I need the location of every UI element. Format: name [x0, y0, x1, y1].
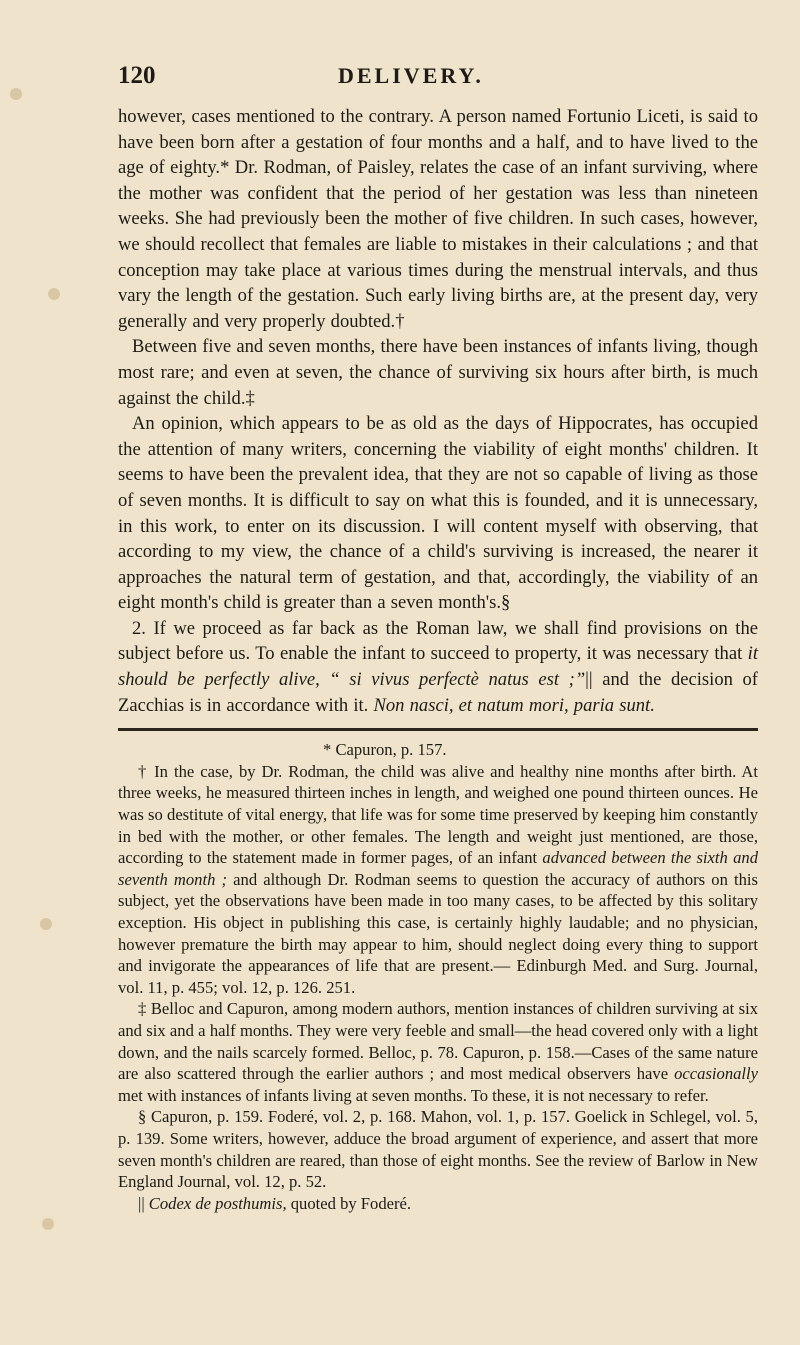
footnote-text: ‡ Belloc and Capuron, among modern authors, mention instances of children surviving at six and six and a half months. They were very feeble and small—the head covered only with a light down, and the nails scarcely formed. Belloc, p. 78. Capuron, p. 158.—Cases of the same nature are also scattered through the earlier authors ; and most medical observers have	[118, 999, 758, 1084]
footnote-text: † In the case, by Dr. Rodman, the child was alive and healthy nine months after birth. At three weeks, he measured thirteen inches in length, and weighed one pound thirteen ounces. He was so destitute of vital energy, that life was for some time preserved by keeping him constantly in bed with the mother, or other females. The length and weight just mentioned, are those, according to the statement made in former pages, of an infant	[118, 761, 758, 868]
paragraph-text: however, cases mentioned to the contrary. A person named Fortunio Liceti, is said to have been born after a gestation of four months and a half, and to have lived to the age of eighty.* Dr. Rodman, of Paisley, relates the case of an infant surviving, where the mother was confident that the period of her gestation was less than nineteen weeks. She had previously been the mother of five children. In such cases, however, we should recollect that females are liable to mistakes in their calculations ; and that conception may take place at various times during the menstrual intervals, and thus vary the length of the gestation. Such early living births are, at the present day, very generally and very properly doubted.†	[118, 106, 758, 332]
margin-stain	[10, 88, 22, 100]
paragraph-text: || and the decision of Zacchias is in accordance with it.	[118, 669, 758, 716]
footnote-parallel	[118, 1193, 758, 1215]
footnote-text: * Capuron, p. 157.	[323, 740, 447, 760]
footnote-italic: Codex de posthumis,	[148, 1193, 287, 1213]
footnote-text: and although Dr. Rodman seems to question the accuracy of authors on this subject, yet the observations have been made in too many cases, to be affected by this solitary exception. His object in publishing this case, is certainly highly laudable; and no physician, however premature the birth may appear to him, should neglect doing every thing to support and invigorate the appearances of life that are present.— Edinburgh Med. and Surg. Journal, vol. 11, p. 455; vol. 12, p. 126. 251.	[118, 869, 758, 997]
footnote-rule	[118, 728, 758, 731]
footnote-double-dagger	[118, 998, 758, 1106]
footnote-dagger	[118, 761, 758, 999]
italic-maxim: Non nasci, et natum mori, paria sunt.	[373, 694, 655, 716]
page-header	[118, 62, 758, 90]
footnote-text: met with instances of infants living at seven months. To these, it is not necessary to refer.	[118, 1085, 709, 1105]
book-page	[118, 62, 758, 1214]
footnote-text: ||	[138, 1193, 149, 1213]
paragraph-hippocrates-opinion	[118, 411, 758, 616]
footnote-italic: occasionally	[674, 1064, 758, 1084]
margin-stain	[40, 918, 52, 930]
footnote-text: quoted by Foderé.	[286, 1193, 412, 1213]
margin-stain	[48, 288, 60, 300]
main-text	[118, 104, 758, 718]
italic-quote: it should be perfectly alive, “ si vivus perfectè natus est ;”	[118, 643, 758, 691]
running-head: DELIVERY.	[338, 63, 484, 88]
paragraph-roman-law	[118, 616, 758, 718]
paragraph-fortunio-liceti	[118, 104, 758, 334]
footnote-text: § Capuron, p. 159. Foderé, vol. 2, p. 168. Mahon, vol. 1, p. 157. Goelick in Schlegel, vol. 5, p. 139. Some writers, however, adduce the broad argument of experience, and assert that more seven month's children are reared, than those of eight months. See the review of Barlow in New England Journal, vol. 12, p. 52.	[118, 1107, 758, 1192]
footnote-italic: advanced between the sixth and seventh month ;	[118, 848, 758, 889]
paragraph-five-seven-months	[118, 334, 758, 411]
footnote-star	[118, 739, 758, 761]
paragraph-text: An opinion, which appears to be as old as the days of Hippocrates, has occupied the attention of many writers, concerning the viability of eight months' children. It seems to have been the prevalent idea, that they are not so capable of living as those of seven months. It is difficult to say on what this is founded, and it is unnecessary, in this work, to enter on its discussion. I will content myself with observing, that according to my view, the chance of a child's surviving is increased, the nearer it approaches the natural term of gestation, and that, accordingly, the viability of an eight month's child is greater than a seven month's.§	[118, 413, 758, 614]
footnote-section	[118, 1106, 758, 1192]
footnotes	[118, 739, 758, 1214]
page-number: 120	[118, 62, 156, 89]
margin-stain	[42, 1218, 54, 1230]
paragraph-text: 2. If we proceed as far back as the Roman law, we shall find provisions on the subject before us. To enable the infant to succeed to property, it was necessary that	[118, 617, 758, 665]
paragraph-text: Between five and seven months, there have been instances of infants living, though most rare; and even at seven, the chance of surviving six hours after birth, is much against the child.‡	[118, 336, 758, 409]
